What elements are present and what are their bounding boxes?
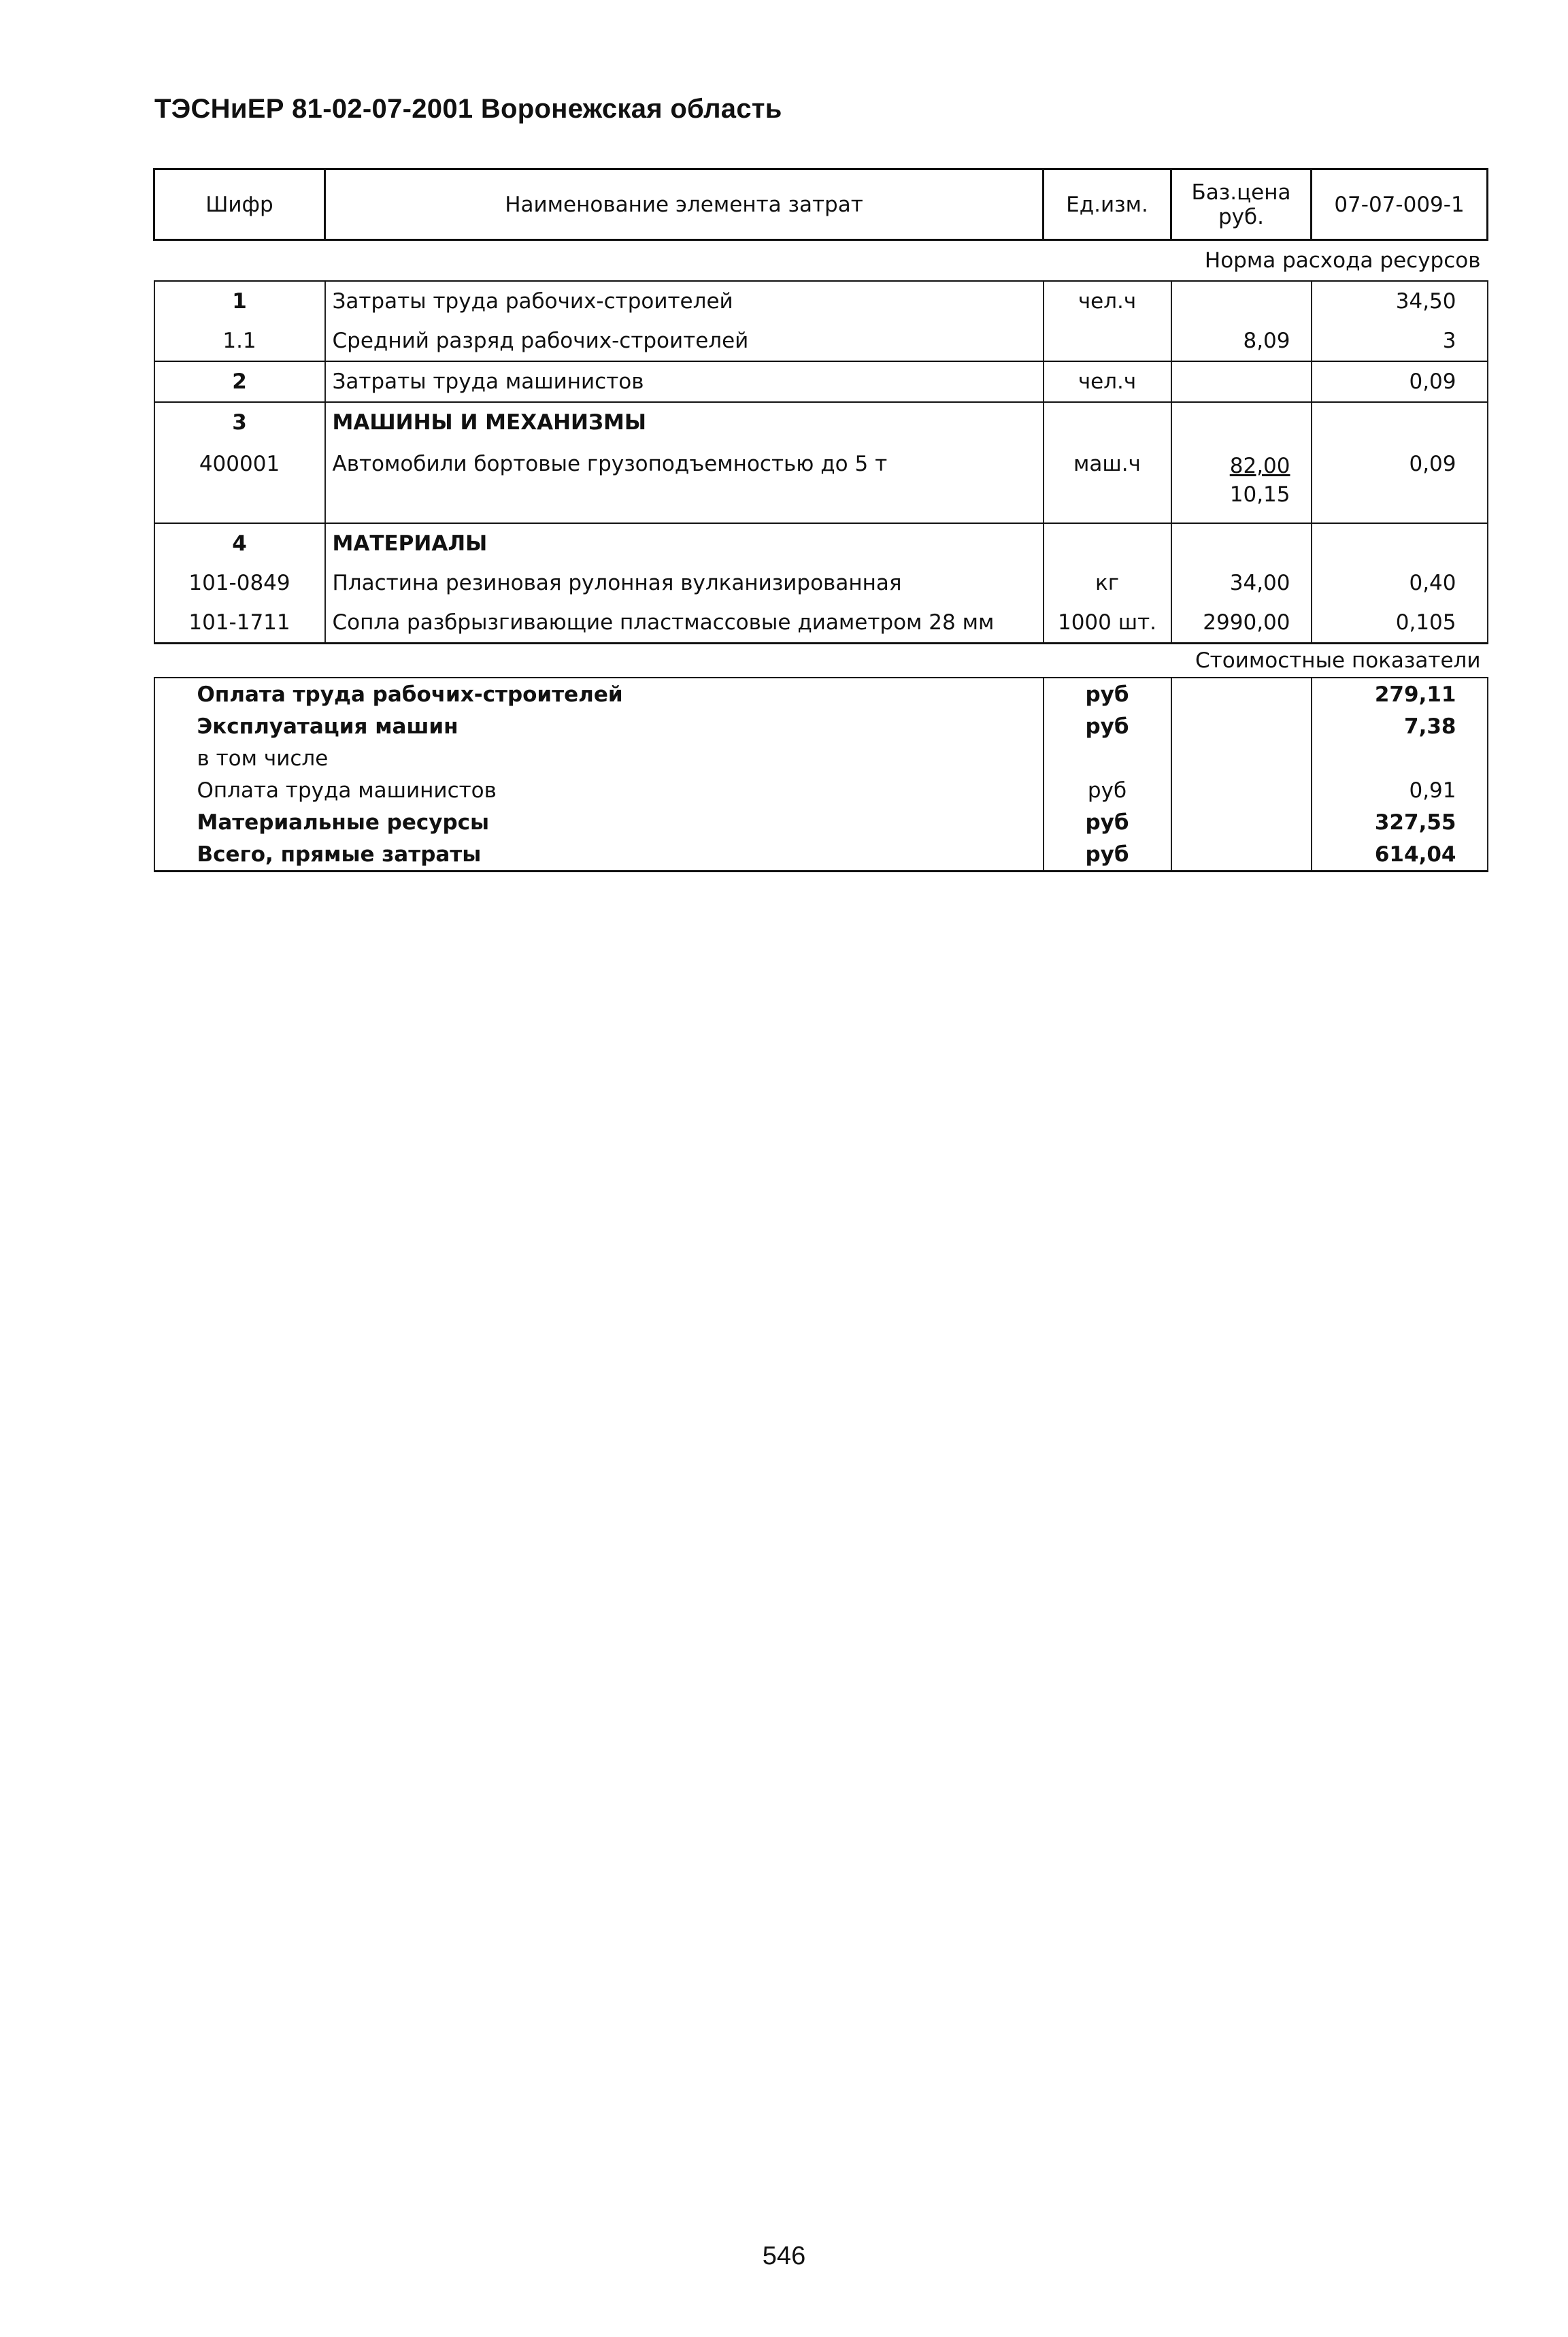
row-norm: 0,09: [1312, 361, 1488, 402]
row-price: 2990,00: [1171, 603, 1312, 644]
row-price-total: 82,00: [1229, 454, 1290, 478]
cost-unit: руб: [1044, 838, 1171, 872]
cost-unit: [1044, 742, 1171, 774]
row-norm: [1312, 402, 1488, 442]
table-row: [154, 603, 1488, 644]
cost-value: 7,38: [1312, 710, 1488, 742]
row-code: 4: [154, 523, 325, 563]
cost-empty: [1171, 774, 1312, 806]
row-unit: чел.ч: [1044, 361, 1171, 402]
row-price: [1171, 361, 1312, 402]
row-unit: чел.ч: [1044, 281, 1171, 321]
cost-label: в том числе: [154, 742, 1044, 774]
table-row: [154, 563, 1488, 603]
cost-label: Оплата труда рабочих-строителей: [154, 678, 1044, 710]
table-row: [154, 361, 1488, 402]
cost-unit: руб: [1044, 774, 1171, 806]
cost-empty: [1171, 710, 1312, 742]
row-norm: 0,40: [1312, 563, 1488, 603]
cost-unit: руб: [1044, 806, 1171, 838]
cost-row: [154, 806, 1488, 838]
row-name: Средний разряд рабочих-строителей: [325, 321, 1044, 361]
row-price: [1171, 442, 1312, 523]
cost-unit: руб: [1044, 710, 1171, 742]
cost-band-label: Стоимостные показатели: [154, 644, 1488, 678]
cost-label: Оплата труда машинистов: [154, 774, 1044, 806]
cost-empty: [1171, 838, 1312, 872]
cost-empty: [1171, 806, 1312, 838]
header-base-price-line1: Баз.цена: [1191, 180, 1291, 205]
table-header-row: [154, 169, 1488, 240]
row-norm: 0,09: [1312, 442, 1488, 523]
norm-band-label: Норма расхода ресурсов: [154, 240, 1488, 282]
row-name: Затраты труда машинистов: [325, 361, 1044, 402]
cost-band-row: [154, 644, 1488, 678]
row-code: 3: [154, 402, 325, 442]
norm-band-row: [154, 240, 1488, 282]
header-base-price: [1171, 169, 1312, 240]
cost-label: Эксплуатация машин: [154, 710, 1044, 742]
header-norm-code: 07-07-009-1: [1312, 169, 1488, 240]
row-code: 400001: [154, 442, 325, 523]
table-row: [154, 321, 1488, 361]
cost-row: [154, 838, 1488, 872]
section-title: МАШИНЫ И МЕХАНИЗМЫ: [325, 402, 1044, 442]
cost-row: [154, 774, 1488, 806]
row-code: 2: [154, 361, 325, 402]
cost-label: Всего, прямые затраты: [154, 838, 1044, 872]
cost-empty: [1171, 742, 1312, 774]
row-code: 1: [154, 281, 325, 321]
cost-label: Материальные ресурсы: [154, 806, 1044, 838]
resource-norm-table: [153, 168, 1488, 872]
section-row-machines: [154, 402, 1488, 442]
cost-value: 279,11: [1312, 678, 1488, 710]
section-row-materials: [154, 523, 1488, 563]
row-unit: [1044, 402, 1171, 442]
page-number: 546: [762, 2242, 806, 2270]
header-name: Наименование элемента затрат: [325, 169, 1044, 240]
row-name: Сопла разбрызгивающие пластмассовые диаметром 28 мм: [325, 603, 1044, 644]
cost-value: [1312, 742, 1488, 774]
row-norm: 34,50: [1312, 281, 1488, 321]
row-name: Автомобили бортовые грузоподъемностью до 5 т: [325, 442, 1044, 523]
row-norm: 0,105: [1312, 603, 1488, 644]
row-price-wages: 10,15: [1229, 482, 1290, 507]
row-unit: маш.ч: [1044, 442, 1171, 523]
cost-row: [154, 742, 1488, 774]
row-price: [1171, 402, 1312, 442]
row-norm: 3: [1312, 321, 1488, 361]
section-title: МАТЕРИАЛЫ: [325, 523, 1044, 563]
row-price: [1171, 281, 1312, 321]
row-price: 34,00: [1171, 563, 1312, 603]
cost-row: [154, 710, 1488, 742]
document-title: ТЭСНиЕР 81-02-07-2001 Воронежская область: [154, 94, 782, 124]
row-name: Пластина резиновая рулонная вулканизированная: [325, 563, 1044, 603]
row-unit: [1044, 523, 1171, 563]
cost-row: [154, 678, 1488, 710]
cost-unit: руб: [1044, 678, 1171, 710]
row-price: 8,09: [1171, 321, 1312, 361]
cost-empty: [1171, 678, 1312, 710]
header-base-price-line2: руб.: [1218, 204, 1264, 229]
header-unit: Ед.изм.: [1044, 169, 1171, 240]
row-unit: 1000 шт.: [1044, 603, 1171, 644]
cost-value: 0,91: [1312, 774, 1488, 806]
header-code: Шифр: [154, 169, 325, 240]
row-name: Затраты труда рабочих-строителей: [325, 281, 1044, 321]
row-unit: [1044, 321, 1171, 361]
row-code: 101-1711: [154, 603, 325, 644]
cost-value: 614,04: [1312, 838, 1488, 872]
table-row: [154, 281, 1488, 321]
table-row: [154, 442, 1488, 523]
row-norm: [1312, 523, 1488, 563]
cost-value: 327,55: [1312, 806, 1488, 838]
row-price: [1171, 523, 1312, 563]
row-code: 101-0849: [154, 563, 325, 603]
row-code: 1.1: [154, 321, 325, 361]
row-unit: кг: [1044, 563, 1171, 603]
